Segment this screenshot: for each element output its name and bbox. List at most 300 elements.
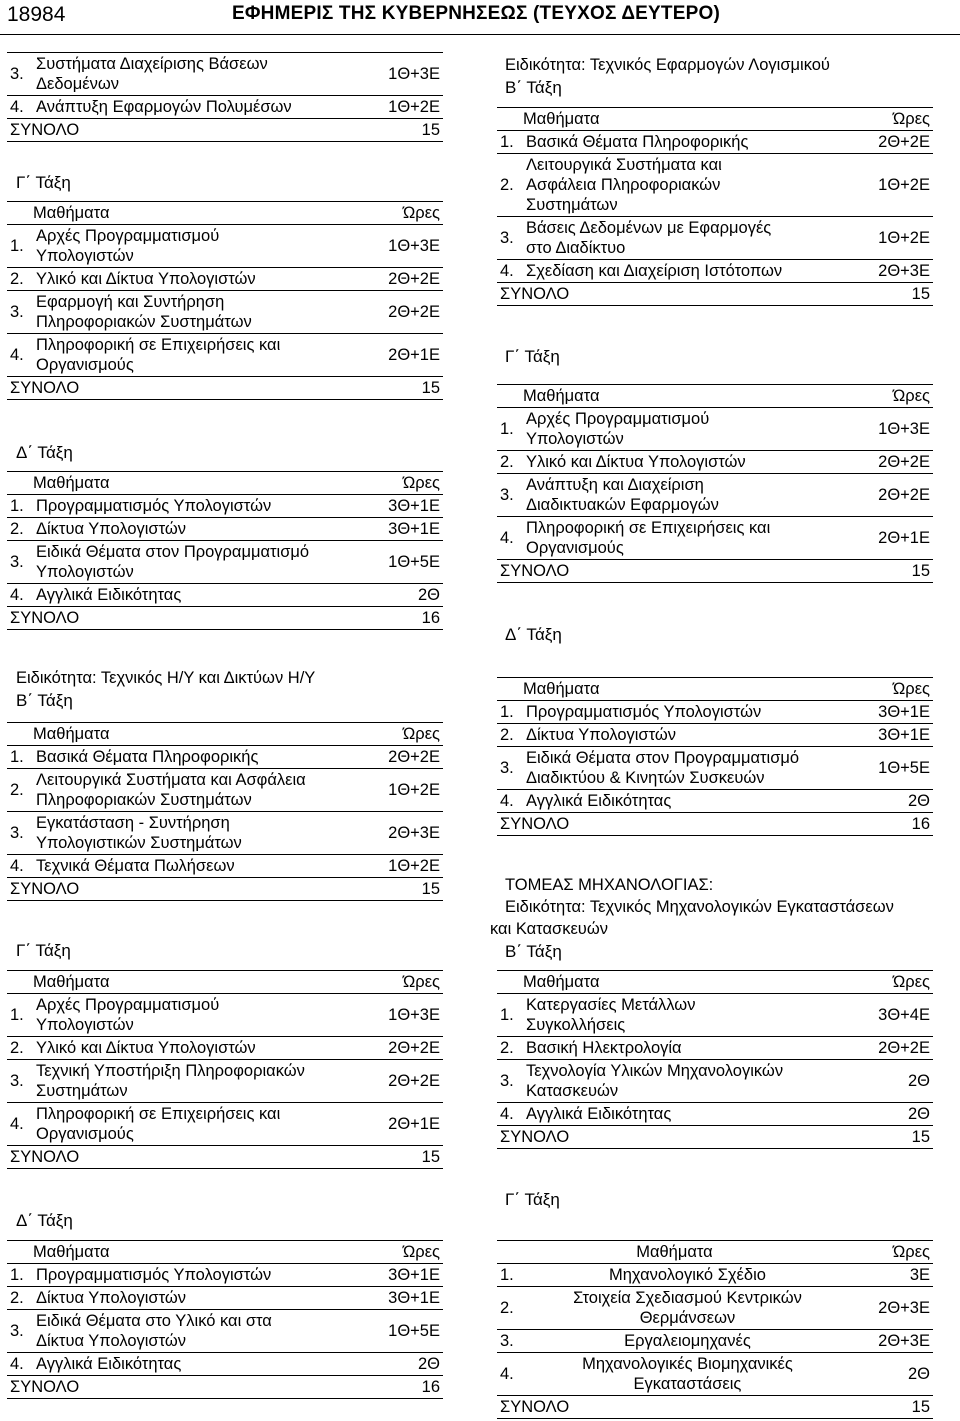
table-header-row — [497, 678, 933, 701]
subject-name-line: Προγραμματισμός Υπολογιστών — [36, 497, 272, 515]
row-number: 4. — [7, 1353, 33, 1376]
row-number: 4. — [7, 584, 33, 607]
row-number: 4. — [7, 334, 33, 377]
subject-name-line: Συστημάτων — [36, 1082, 128, 1100]
table-row — [497, 451, 933, 474]
col-header-subjects: Μαθήματα — [497, 678, 863, 701]
hours-value: 2Θ+2Ε — [372, 1060, 443, 1103]
page-header — [0, 0, 960, 35]
subject-name-line: Ειδικά Θέματα στον Προγραμματισμό — [526, 749, 800, 767]
subject-name-line: Συστήματα Διαχείρισης Βάσεων — [36, 55, 268, 73]
col-header-hours: Ώρες — [859, 108, 933, 131]
subject-name-line: Προγραμματισμός Υπολογιστών — [36, 1266, 272, 1284]
subject-name-line: Ανάπτυξη και Διαχείριση — [526, 476, 704, 494]
row-number: 3. — [497, 1330, 523, 1353]
subject-name-line: Υπολογιστών — [36, 1016, 134, 1034]
subject-name — [33, 1353, 364, 1376]
class-label-b: Β΄ Τάξη — [505, 942, 562, 961]
subject-name-line: Δίκτυα Υπολογιστών — [36, 520, 187, 538]
hours-value: 1Θ+3Ε — [856, 408, 933, 451]
total-row — [497, 813, 933, 836]
row-number: 1. — [7, 495, 33, 518]
subject-name-line: Αγγλικά Ειδικότητας — [526, 792, 672, 810]
table-row — [7, 268, 443, 291]
subject-name-line: Πληροφοριακών Συστημάτων — [36, 791, 252, 809]
subject-name-line: Βασική Ηλεκτρολογία — [526, 1039, 682, 1057]
row-number: 3. — [497, 1060, 523, 1103]
subject-name-line: Υπολογιστών — [36, 563, 134, 581]
row-number: 3. — [497, 747, 523, 790]
table-row — [497, 1330, 933, 1353]
table-d-software — [7, 471, 443, 630]
hours-value: 3Θ+1Ε — [373, 518, 443, 541]
subject-name-line: Οργανισμούς — [36, 356, 134, 374]
hours-value: 2Θ+2Ε — [372, 746, 443, 769]
subject-name-line: Σχεδίαση και Διαχείριση Ιστότοπων — [526, 262, 783, 280]
subject-name — [523, 994, 859, 1037]
subject-name-line: Τεχνολογία Υλικών Μηχανολογικών — [526, 1062, 784, 1080]
subject-name-line: Τεχνικά Θέματα Πωλήσεων — [36, 857, 235, 875]
col-header-hours: Ώρες — [372, 971, 443, 994]
subject-name — [33, 1264, 364, 1287]
table-row — [497, 1103, 933, 1126]
table-row — [7, 96, 443, 119]
row-number: 2. — [497, 154, 523, 217]
hours-value: 3Θ+1Ε — [863, 701, 933, 724]
subject-name-line: Δίκτυα Υπολογιστών — [36, 1332, 187, 1350]
hours-value: 2Θ+3Ε — [852, 1287, 933, 1330]
subject-name-line: Πληροφορική σε Επιχειρήσεις και — [36, 336, 281, 354]
total-row — [7, 377, 443, 400]
table-row — [7, 518, 443, 541]
row-number: 2. — [497, 724, 523, 747]
subject-name — [33, 812, 372, 855]
class-label-d: Δ΄ Τάξη — [16, 443, 73, 462]
table-row — [7, 746, 443, 769]
total-row — [7, 119, 443, 142]
table-header-row — [7, 971, 443, 994]
class-label-g: Γ΄ Τάξη — [505, 1190, 560, 1209]
table-row — [497, 747, 933, 790]
total-row — [7, 607, 443, 630]
row-number: 1. — [497, 408, 523, 451]
subject-name — [523, 1037, 859, 1060]
subject-name-line: Υπολογιστικών Συστημάτων — [36, 834, 242, 852]
subject-name — [33, 541, 373, 584]
row-number: 3. — [7, 1060, 33, 1103]
row-number: 4. — [497, 1103, 523, 1126]
hours-value: 2Θ+2Ε — [856, 474, 933, 517]
total-label: ΣΥΝΟΛΟ — [7, 1146, 372, 1169]
total-row — [497, 560, 933, 583]
hours-value: 2Θ+3Ε — [859, 260, 933, 283]
total-label: ΣΥΝΟΛΟ — [7, 119, 369, 142]
subject-name-line: Αγγλικά Ειδικότητας — [36, 1355, 182, 1373]
col-header-hours: Ώρες — [852, 1241, 933, 1264]
specialty-title: Ειδικότητα: Τεχνικός Μηχανολογικών Εγκαταστάσεων — [505, 898, 894, 916]
total-label: ΣΥΝΟΛΟ — [7, 1376, 364, 1399]
subject-name — [33, 96, 369, 119]
subject-name — [523, 724, 863, 747]
row-number: 1. — [497, 994, 523, 1037]
row-number: 1. — [497, 701, 523, 724]
subject-name — [523, 1103, 859, 1126]
col-header-subjects: Μαθήματα — [7, 1241, 364, 1264]
subject-name — [33, 855, 372, 878]
col-header-hours: Ώρες — [366, 202, 443, 225]
total-label: ΣΥΝΟΛΟ — [7, 377, 366, 400]
table-row — [7, 1310, 443, 1353]
table-header-row — [497, 971, 933, 994]
hours-value: 3Θ+1Ε — [373, 495, 443, 518]
specialty-title: Ειδικότητα: Τεχνικός Η/Υ και Δικτύων Η/Υ — [16, 669, 316, 687]
subject-name — [33, 994, 372, 1037]
subject-name — [33, 746, 372, 769]
total-row — [7, 878, 443, 901]
table-row — [497, 790, 933, 813]
row-number: 2. — [497, 1037, 523, 1060]
row-number: 3. — [7, 812, 33, 855]
total-label: ΣΥΝΟΛΟ — [7, 607, 373, 630]
col-header-subjects: Μαθήματα — [497, 385, 856, 408]
total-label: ΣΥΝΟΛΟ — [497, 560, 856, 583]
col-header-hours: Ώρες — [372, 723, 443, 746]
row-number: 4. — [7, 855, 33, 878]
col-header-subjects: Μαθήματα — [7, 472, 373, 495]
hours-value: 2Θ — [859, 1060, 933, 1103]
subject-name-line: Μηχανολογικό Σχέδιο — [609, 1266, 766, 1284]
table-header-row — [7, 202, 443, 225]
subject-name-line: Υλικό και Δίκτυα Υπολογιστών — [36, 270, 256, 288]
table-row — [497, 1037, 933, 1060]
row-number: 3. — [7, 541, 33, 584]
hours-value: 3Θ+1Ε — [364, 1264, 443, 1287]
hours-value: 2Θ+2Ε — [366, 268, 443, 291]
table-d-networks — [7, 1240, 443, 1399]
subject-name — [523, 1060, 859, 1103]
table-row — [7, 1037, 443, 1060]
subject-name-line: Διαδικτύου & Κινητών Συσκευών — [526, 769, 765, 787]
subject-name — [33, 518, 373, 541]
table-row — [7, 584, 443, 607]
total-label: ΣΥΝΟΛΟ — [497, 1126, 859, 1149]
table-row — [7, 769, 443, 812]
subject-name-line: Συγκολλήσεις — [526, 1016, 626, 1034]
table-row — [497, 131, 933, 154]
row-number: 2. — [7, 1037, 33, 1060]
table-row — [497, 1353, 933, 1396]
class-label-b: Β΄ Τάξη — [16, 691, 73, 710]
hours-value: 2Θ+2Ε — [372, 1037, 443, 1060]
table-d-software-apps — [497, 677, 933, 836]
subject-name-line: Κατεργασίες Μετάλλων — [526, 996, 696, 1014]
subject-name — [33, 495, 373, 518]
hours-value: 2Θ — [863, 790, 933, 813]
table-row — [7, 994, 443, 1037]
table-row — [497, 994, 933, 1037]
table-row — [497, 408, 933, 451]
class-label-d: Δ΄ Τάξη — [505, 625, 562, 644]
subject-name-line: Ανάπτυξη Εφαρμογών Πολυμέσων — [36, 98, 292, 116]
subject-name — [523, 701, 863, 724]
table-row — [497, 217, 933, 260]
subject-name — [523, 408, 856, 451]
col-header-subjects: Μαθήματα — [497, 1241, 852, 1264]
subject-name-line: Κατασκευών — [526, 1082, 619, 1100]
table-b-mechanical — [497, 970, 933, 1149]
total-value: 16 — [373, 607, 443, 630]
row-number: 3. — [497, 217, 523, 260]
total-label: ΣΥΝΟΛΟ — [497, 1396, 852, 1419]
subject-name-line: Συστημάτων — [526, 196, 618, 214]
subject-name-line: Διαδικτυακών Εφαρμογών — [526, 496, 719, 514]
row-number: 1. — [7, 994, 33, 1037]
hours-value: 1Θ+5Ε — [373, 541, 443, 584]
hours-value: 1Θ+2Ε — [372, 855, 443, 878]
class-label-d: Δ΄ Τάξη — [16, 1211, 73, 1230]
subject-name — [33, 1060, 372, 1103]
subject-name-line: Υλικό και Δίκτυα Υπολογιστών — [36, 1039, 256, 1057]
total-label: ΣΥΝΟΛΟ — [497, 283, 859, 306]
table-row — [7, 53, 443, 96]
subject-name — [33, 584, 373, 607]
subject-name-line: Ασφάλεια Πληροφοριακών — [526, 176, 721, 194]
row-number: 1. — [7, 225, 33, 268]
hours-value: 3Θ+1Ε — [863, 724, 933, 747]
subject-name-line: Τεχνική Υποστήριξη Πληροφοριακών — [36, 1062, 305, 1080]
hours-value: 2Θ — [373, 584, 443, 607]
table-header-row — [7, 723, 443, 746]
subject-name-line: Εφαρμογή και Συντήρηση — [36, 293, 225, 311]
table-header-row — [7, 1241, 443, 1264]
table-row — [7, 541, 443, 584]
subject-name — [523, 217, 859, 260]
row-number: 2. — [497, 1287, 523, 1330]
row-number: 3. — [7, 291, 33, 334]
total-row — [7, 1376, 443, 1399]
table-header-row — [497, 108, 933, 131]
table-row — [7, 1264, 443, 1287]
row-number: 1. — [7, 1264, 33, 1287]
total-row — [497, 283, 933, 306]
subject-name — [33, 769, 372, 812]
hours-value: 2Θ+2Ε — [859, 1037, 933, 1060]
subject-name-line: Υλικό και Δίκτυα Υπολογιστών — [526, 453, 746, 471]
col-header-subjects: Μαθήματα — [497, 108, 859, 131]
table-g-mechanical — [497, 1240, 933, 1419]
subject-name-line: Βάσεις Δεδομένων με Εφαρμογές — [526, 219, 772, 237]
hours-value: 1Θ+3Ε — [369, 53, 443, 96]
subject-name-line: Οργανισμούς — [526, 539, 624, 557]
hours-value: 2Θ — [364, 1353, 443, 1376]
col-header-subjects: Μαθήματα — [7, 723, 372, 746]
row-number: 3. — [7, 1310, 33, 1353]
table-row — [497, 701, 933, 724]
subject-name-line: Λειτουργικά Συστήματα και — [526, 156, 722, 174]
subject-name — [33, 291, 366, 334]
table-row — [497, 1060, 933, 1103]
total-value: 15 — [372, 1146, 443, 1169]
subject-name — [523, 1330, 852, 1353]
row-number: 1. — [497, 1264, 523, 1287]
table-row — [497, 1287, 933, 1330]
hours-value: 1Θ+2Ε — [369, 96, 443, 119]
subject-name — [523, 1353, 852, 1396]
total-row — [497, 1396, 933, 1419]
subject-name — [33, 1287, 364, 1310]
subject-name — [33, 1037, 372, 1060]
table-header-row — [497, 385, 933, 408]
hours-value: 2Θ+1Ε — [372, 1103, 443, 1146]
specialty-title: Ειδικότητα: Τεχνικός Εφαρμογών Λογισμικού — [505, 56, 830, 74]
subject-name-line: Πληροφορική σε Επιχειρήσεις και — [526, 519, 771, 537]
total-value: 16 — [364, 1376, 443, 1399]
col-header-hours: Ώρες — [364, 1241, 443, 1264]
specialty-title-cont: και Κατασκευών — [490, 920, 608, 938]
subject-name-line: Υπολογιστών — [526, 430, 624, 448]
hours-value: 1Θ+2Ε — [859, 217, 933, 260]
hours-value: 1Θ+2Ε — [859, 154, 933, 217]
subject-name-line: Οργανισμούς — [36, 1125, 134, 1143]
hours-value: 2Θ — [852, 1353, 933, 1396]
total-value: 15 — [366, 377, 443, 400]
hours-value: 3Θ+1Ε — [364, 1287, 443, 1310]
table-row — [7, 291, 443, 334]
subject-name-line: Εργαλειομηχανές — [624, 1332, 751, 1350]
col-header-hours: Ώρες — [859, 971, 933, 994]
subject-name-line: Μηχανολογικές Βιομηχανικές — [582, 1355, 793, 1373]
subject-name-line: Δίκτυα Υπολογιστών — [526, 726, 677, 744]
subject-name-line: Βασικά Θέματα Πληροφορικής — [36, 748, 259, 766]
subject-name — [523, 451, 856, 474]
col-header-hours: Ώρες — [856, 385, 933, 408]
row-number: 4. — [7, 1103, 33, 1146]
subject-name — [33, 53, 369, 96]
col-header-subjects: Μαθήματα — [7, 202, 366, 225]
table-row — [7, 1103, 443, 1146]
subject-name — [33, 1103, 372, 1146]
table-row — [7, 495, 443, 518]
table-b-software-apps — [497, 107, 933, 306]
table-b-networks — [7, 722, 443, 901]
class-label-g: Γ΄ Τάξη — [505, 347, 560, 366]
subject-name-line: στο Διαδίκτυο — [526, 239, 626, 257]
row-number: 4. — [497, 790, 523, 813]
table-row — [7, 855, 443, 878]
row-number: 2. — [7, 268, 33, 291]
row-number: 2. — [497, 451, 523, 474]
row-number: 4. — [497, 1353, 523, 1396]
table-g-software — [7, 201, 443, 400]
table-row — [497, 154, 933, 217]
subject-name-line: Δεδομένων — [36, 75, 119, 93]
subject-name — [523, 517, 856, 560]
table-row — [497, 260, 933, 283]
col-header-hours: Ώρες — [373, 472, 443, 495]
subject-name — [33, 334, 366, 377]
table-g-networks — [7, 970, 443, 1169]
col-header-hours: Ώρες — [863, 678, 933, 701]
hours-value: 1Θ+3Ε — [366, 225, 443, 268]
row-number: 1. — [497, 131, 523, 154]
hours-value: 2Θ+2Ε — [366, 291, 443, 334]
row-number: 1. — [7, 746, 33, 769]
col-header-subjects: Μαθήματα — [497, 971, 859, 994]
table-row — [7, 1353, 443, 1376]
subject-name — [33, 225, 366, 268]
table-row — [7, 225, 443, 268]
table-b-continued — [7, 52, 443, 142]
row-number: 3. — [497, 474, 523, 517]
subject-name — [523, 747, 863, 790]
total-value: 16 — [863, 813, 933, 836]
table-row — [497, 517, 933, 560]
hours-value: 1Θ+3Ε — [372, 994, 443, 1037]
hours-value: 2Θ+1Ε — [856, 517, 933, 560]
total-label: ΣΥΝΟΛΟ — [7, 878, 372, 901]
hours-value: 3Ε — [852, 1264, 933, 1287]
hours-value: 2Θ+3Ε — [852, 1330, 933, 1353]
total-value: 15 — [856, 560, 933, 583]
subject-name-line: Λειτουργικά Συστήματα και Ασφάλεια — [36, 771, 306, 789]
subject-name-line: Αρχές Προγραμματισμού — [36, 227, 220, 245]
subject-name — [523, 131, 859, 154]
subject-name-line: Εγκαταστάσεις — [633, 1375, 742, 1393]
hours-value: 1Θ+5Ε — [863, 747, 933, 790]
subject-name-line: Προγραμματισμός Υπολογιστών — [526, 703, 762, 721]
page-number: 18984 — [7, 3, 66, 26]
subject-name-line: Βασικά Θέματα Πληροφορικής — [526, 133, 749, 151]
subject-name — [523, 790, 863, 813]
subject-name — [523, 1287, 852, 1330]
row-number: 3. — [7, 53, 33, 96]
sector-title: ΤΟΜΕΑΣ ΜΗΧΑΝΟΛΟΓΙΑΣ: — [505, 876, 714, 894]
table-row — [7, 1287, 443, 1310]
subject-name — [523, 474, 856, 517]
table-header-row — [497, 1241, 933, 1264]
subject-name-line: Αρχές Προγραμματισμού — [36, 996, 220, 1014]
subject-name-line: Ειδικά Θέματα στον Προγραμματισμό — [36, 543, 310, 561]
subject-name-line: Στοιχεία Σχεδιασμού Κεντρικών — [573, 1289, 802, 1307]
table-row — [7, 812, 443, 855]
table-row — [497, 724, 933, 747]
subject-name-line: Αρχές Προγραμματισμού — [526, 410, 710, 428]
subject-name-line: Υπολογιστών — [36, 247, 134, 265]
total-label: ΣΥΝΟΛΟ — [497, 813, 863, 836]
table-row — [7, 334, 443, 377]
row-number: 4. — [497, 260, 523, 283]
hours-value: 2Θ+2Ε — [859, 131, 933, 154]
col-header-subjects: Μαθήματα — [7, 971, 372, 994]
total-row — [7, 1146, 443, 1169]
hours-value: 2Θ+3Ε — [372, 812, 443, 855]
hours-value: 1Θ+5Ε — [364, 1310, 443, 1353]
subject-name — [523, 1264, 852, 1287]
hours-value: 1Θ+2Ε — [372, 769, 443, 812]
subject-name-line: Ειδικά Θέματα στο Υλικό και στα — [36, 1312, 272, 1330]
hours-value: 3Θ+4Ε — [859, 994, 933, 1037]
subject-name — [523, 154, 859, 217]
subject-name-line: Θερμάνσεων — [639, 1309, 736, 1327]
hours-value: 2Θ+2Ε — [856, 451, 933, 474]
row-number: 2. — [7, 518, 33, 541]
hours-value: 2Θ+1Ε — [366, 334, 443, 377]
class-label-g: Γ΄ Τάξη — [16, 173, 71, 192]
total-value: 15 — [369, 119, 443, 142]
subject-name — [33, 1310, 364, 1353]
total-row — [497, 1126, 933, 1149]
subject-name-line: Πληροφοριακών Συστημάτων — [36, 313, 252, 331]
